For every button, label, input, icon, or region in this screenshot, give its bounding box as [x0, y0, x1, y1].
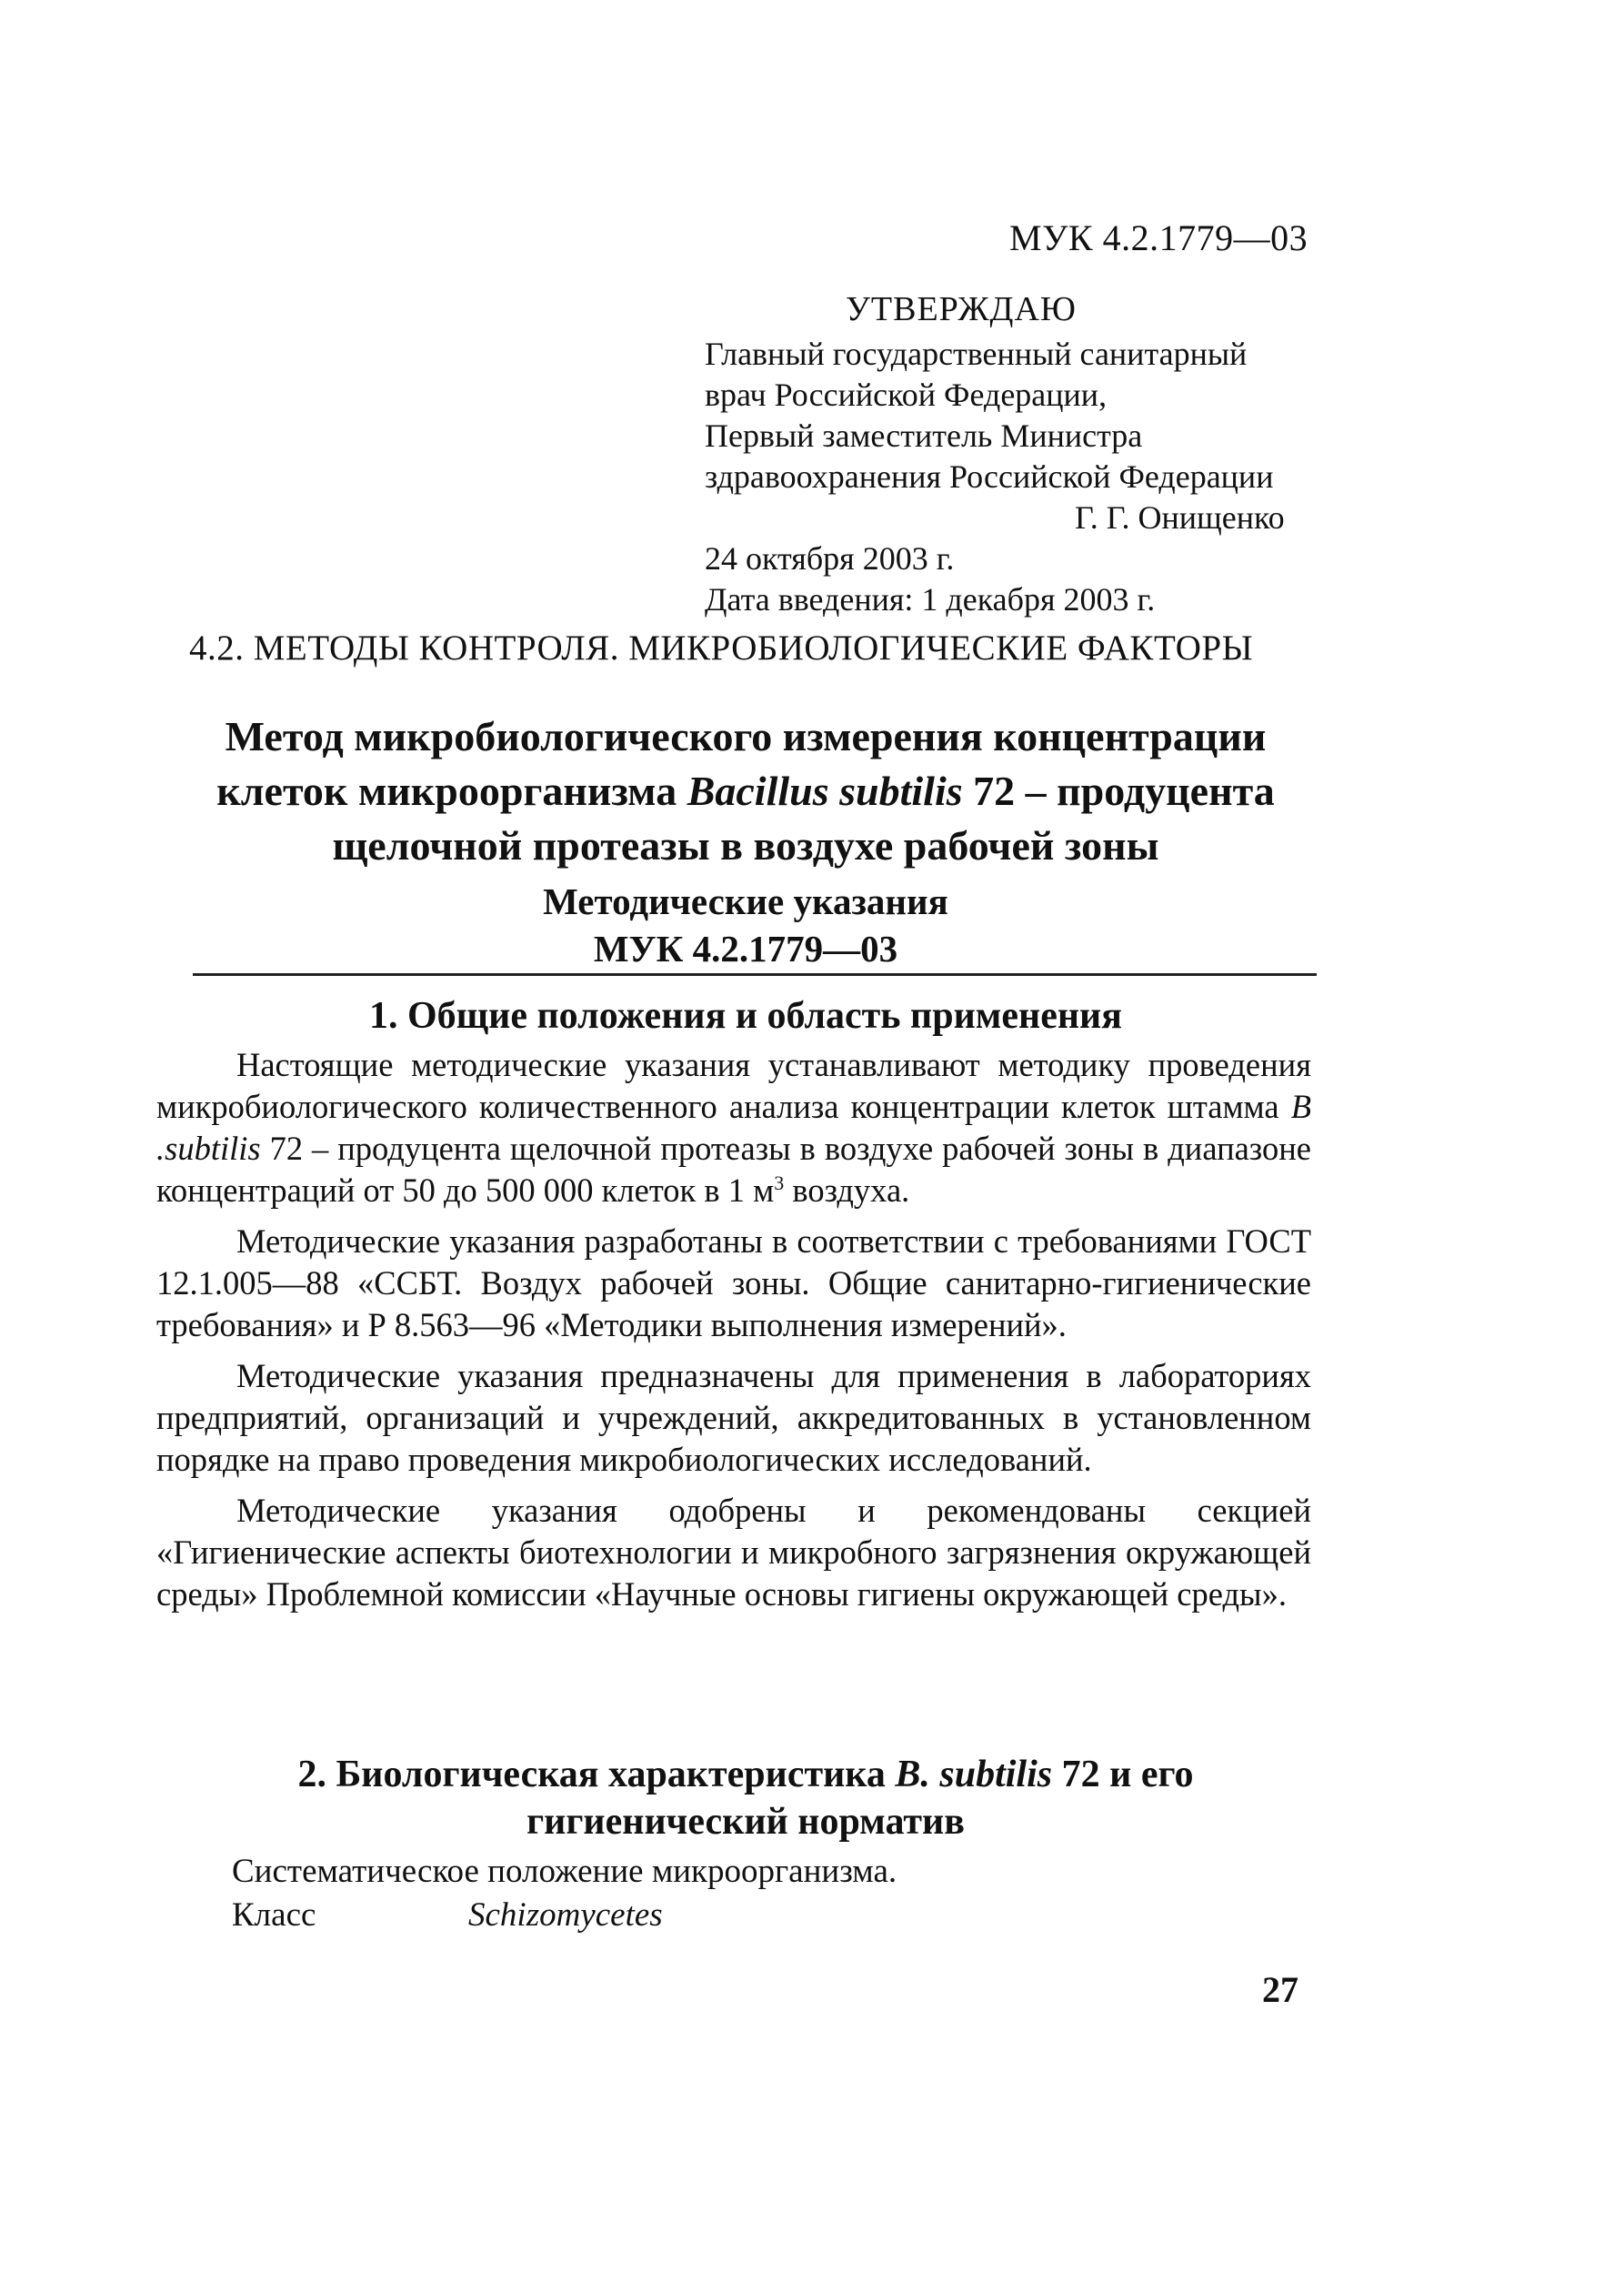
- approval-date: 24 октября 2003 г.: [705, 540, 955, 577]
- species-name: B. subtilis: [895, 1754, 1053, 1795]
- approval-line: здравоохранения Российской Федерации: [705, 458, 1274, 495]
- paragraph: Методические указания предназначены для применения в лабораториях предприятий, организаций и учреждений, аккредитованных в установленном порядке на право проведения микробиологических исследований.: [156, 1357, 1311, 1478]
- section1-body: [156, 1044, 1311, 1624]
- taxonomy-label: Класс: [232, 1896, 316, 1934]
- title-line: [155, 764, 1337, 819]
- paragraph: Методические указания одобрены и рекомендованы секцией «Гигиенические аспекты биотехнологии и микробного загрязнения окружающей среды» Проблемной комиссии «Научные основы гигиены окружающей среды».: [156, 1492, 1311, 1613]
- title-text: 72 – продуцента: [962, 768, 1275, 814]
- title-line: щелочной протеазы в воздухе рабочей зоны: [332, 822, 1159, 869]
- section1-heading: 1. Общие положения и область применения: [369, 995, 1122, 1037]
- approval-block: [705, 289, 1396, 620]
- title-line: Метод микробиологического измерения концентрации: [225, 713, 1267, 759]
- paragraph-text: 72 – продуцента щелочной протеазы в воздухе рабочей зоны в диапазоне концентраций от 50 до 500 000 клеток в 1 м: [156, 1130, 1311, 1209]
- approval-heading: УТВЕРЖДАЮ: [846, 290, 1077, 328]
- subtitle-line: Методические указания: [543, 880, 948, 922]
- superscript: 3: [774, 1171, 785, 1194]
- section-code: 4.2. МЕТОДЫ КОНТРОЛЯ. МИКРОБИОЛОГИЧЕСКИЕ ФАКТОРЫ: [189, 628, 1254, 668]
- paragraph: Методические указания разработаны в соответствии с требованиями ГОСТ 12.1.005—88 «ССБТ. Воздух рабочей зоны. Общие санитарно-гигиенические требования» и Р 8.563—96 «Методики выполнения измерений».: [156, 1222, 1311, 1343]
- paragraph: [156, 1044, 1311, 1211]
- heading-line: [155, 1751, 1337, 1798]
- document-code: МУК 4.2.1779—03: [1009, 217, 1308, 258]
- species-name: Bacillus subtilis: [687, 768, 963, 814]
- approval-line: Первый заместитель Министра: [705, 417, 1143, 454]
- effective-date: Дата введения: 1 декабря 2003 г.: [705, 581, 1156, 618]
- title-text: клеток микроорганизма: [216, 768, 687, 814]
- section2-body: [232, 1850, 897, 1937]
- taxonomy-row: [232, 1894, 897, 1937]
- systematic-position: Систематическое положение микроорганизма.: [232, 1853, 897, 1890]
- heading-text: 72 и его: [1052, 1754, 1194, 1795]
- document-title: [155, 709, 1337, 873]
- document-subtitle: [155, 878, 1337, 972]
- approval-line: врач Российской Федерации,: [705, 377, 1108, 413]
- taxonomy-value: Schizomycetes: [468, 1896, 663, 1934]
- horizontal-rule: [193, 973, 1317, 976]
- species-name: B .subtilis: [156, 1088, 1311, 1167]
- paragraph-text: Настоящие методические указания устанавливают методику проведения микробиологического количественного анализа концентрации клеток штамма: [156, 1046, 1311, 1125]
- subtitle-code: МУК 4.2.1779—03: [593, 928, 898, 970]
- section2-heading: [155, 1751, 1337, 1845]
- approval-signer: Г. Г. Онищенко: [1075, 499, 1285, 536]
- heading-line: гигиенический норматив: [526, 1801, 965, 1843]
- page-number: 27: [1262, 1969, 1298, 2010]
- approval-line: Главный государственный санитарный: [705, 336, 1248, 372]
- heading-text: 2. Биологическая характеристика: [297, 1754, 896, 1795]
- paragraph-text: воздуха.: [784, 1171, 910, 1209]
